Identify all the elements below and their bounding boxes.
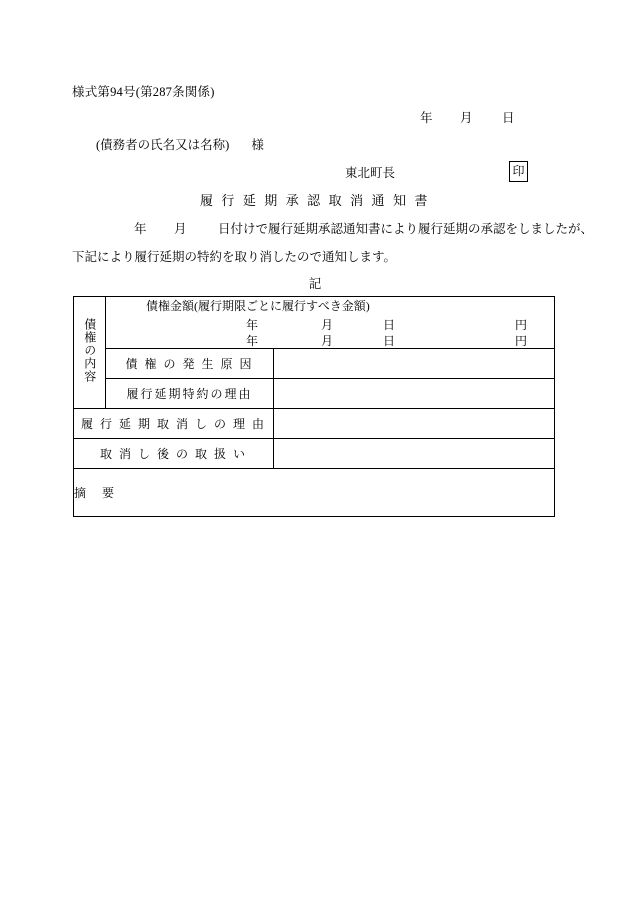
cancel-reason-value[interactable] — [274, 409, 555, 439]
claim-amount-row-1 — [106, 316, 554, 332]
ki-marker: 記 — [308, 277, 322, 291]
deferral-reason-value[interactable] — [274, 379, 555, 409]
remark-label: 摘 要 — [74, 486, 117, 500]
amount-row-1-year: 年 — [246, 318, 259, 332]
addressee-line — [96, 135, 264, 153]
deferral-reason-label: 履行延期特約の理由 — [106, 379, 274, 409]
issue-date-month: 月 — [460, 111, 473, 125]
claim-details-table — [73, 296, 555, 517]
claim-content-label: 債権の内容 — [82, 318, 97, 383]
table-row — [74, 409, 555, 439]
amount-row-1-unit: 円 — [515, 318, 528, 332]
table-row — [74, 469, 555, 517]
post-cancel-handling-value[interactable] — [274, 439, 555, 469]
addressee-label: (債務者の氏名又は名称) — [96, 138, 230, 152]
claim-origin-value[interactable] — [274, 349, 555, 379]
issue-date-year: 年 — [420, 111, 433, 125]
issue-date-line — [420, 108, 515, 126]
table-row — [74, 297, 555, 349]
seal-box: 印 — [509, 161, 528, 182]
claim-content-label-cell — [74, 297, 106, 409]
body-month: 月 — [174, 222, 187, 236]
issuer-name: 東北町長 — [345, 166, 396, 180]
form-number: 様式第94号(第287条関係) — [72, 85, 215, 99]
post-cancel-handling-label: 取 消 し 後 の 取 扱 い — [74, 439, 274, 469]
claim-amount-title: 債権金額(履行期限ごとに履行すべき金額) — [146, 299, 370, 313]
table-row — [74, 439, 555, 469]
claim-amount-row-2 — [106, 332, 554, 348]
cancel-reason-label: 履 行 延 期 取 消 し の 理 由 — [74, 409, 274, 439]
table-row — [74, 349, 555, 379]
amount-row-2-month: 月 — [321, 334, 334, 348]
body-line1-text: 日付けで履行延期承認通知書により履行延期の承認をしましたが、 — [218, 222, 594, 236]
body-year: 年 — [134, 222, 147, 236]
body-paragraph-line1 — [134, 219, 593, 237]
amount-row-1-day: 日 — [383, 318, 396, 332]
table-row — [74, 379, 555, 409]
document-title: 履 行 延 期 承 認 取 消 通 知 書 — [199, 193, 431, 208]
claim-amount-cell — [106, 297, 555, 349]
body-paragraph-line2: 下記により履行延期の特約を取り消したので通知します。 — [72, 250, 397, 264]
amount-row-2-unit: 円 — [515, 334, 528, 348]
remark-cell[interactable] — [74, 469, 555, 517]
claim-origin-label: 債 権 の 発 生 原 因 — [106, 349, 274, 379]
issue-date-day: 日 — [502, 111, 515, 125]
amount-row-1-month: 月 — [321, 318, 334, 332]
amount-row-2-year: 年 — [246, 334, 259, 348]
amount-row-2-day: 日 — [383, 334, 396, 348]
addressee-honorific: 様 — [251, 138, 264, 152]
